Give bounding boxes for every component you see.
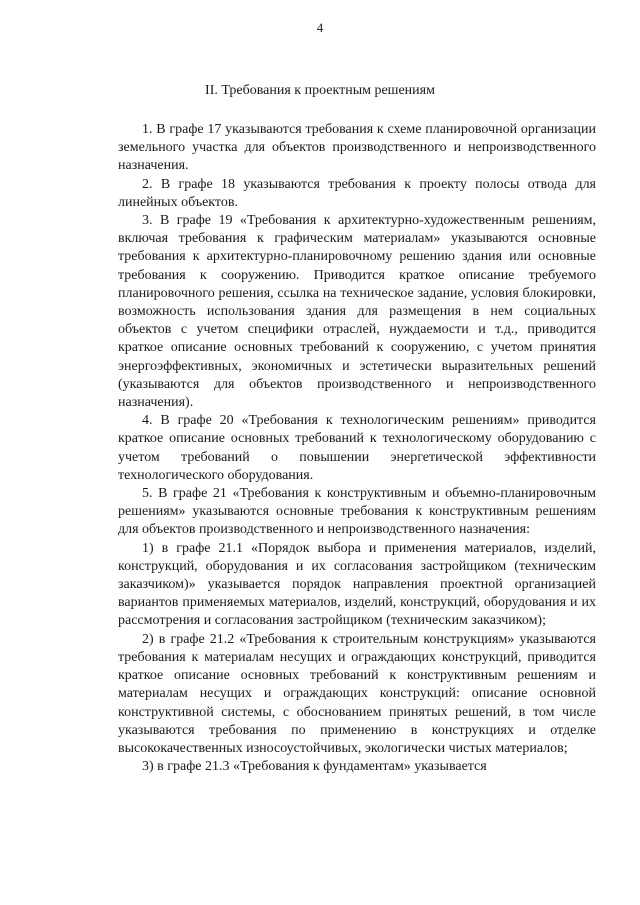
paragraph-5-1: 1) в графе 21.1 «Порядок выбора и применения материалов, изделий, конструкций, оборудования и их согласования застройщиком (техническим заказчиком)» указывается порядок направления проектной организацией вариантов применяемых материалов, изделий, конструкций, оборудования и их рассмотрения и согласования застройщиком (техническим заказчиком); bbox=[118, 540, 596, 629]
paragraph-2: 2. В графе 18 указываются требования к проекту полосы отвода для линейных объектов. bbox=[118, 176, 596, 210]
paragraph-5-2: 2) в графе 21.2 «Требования к строительным конструкциям» указываются требования к материалам несущих и ограждающих конструкций, приводится краткое описание основных требований к конструктивным решениям и материалам несущих и ограждающих конструкций: описание основной конструктивной системы, с обоснованием принятых решений, в том числе указываются требования по применению в конструкциях и отделке высококачественных износоустойчивых, экологически чистых материалов; bbox=[118, 631, 596, 756]
section-title: II. Требования к проектным решениям bbox=[205, 83, 435, 98]
paragraph-3: 3. В графе 19 «Требования к архитектурно-художественным решениям, включая требования к графическим материалам» указываются основные требования к архитектурно-планировочному решению здания или основные требования к сооружению. Приводится краткое описание требуемого планировочного решения, ссылка на техническое задание, условия блокировки, возможность использования здания для размещения в нем социальных объектов с учетом специфики отраслей, нуждаемости и т.д., приводится краткое описание основных требований к сооружению, с учетом принятия энергоэффективных, экономичных и эстетически выразительных решений (указываются для объектов производственного и непроизводственного назначения). bbox=[118, 213, 596, 411]
paragraph-5-3: 3) в графе 21.3 «Требования к фундаментам» указывается bbox=[142, 759, 487, 775]
page-number: 4 bbox=[316, 20, 324, 35]
paragraph-1: 1. В графе 17 указываются требования к схеме планировочной организации земельного участка для объектов производственного и непроизводственного назначения. bbox=[118, 122, 596, 174]
document-body bbox=[118, 121, 596, 776]
paragraph-5: 5. В графе 21 «Требования к конструктивным и объемно-планировочным решениям» указываются основные требования к конструктивным решениям для объектов производственного и непроизводственного назначения: bbox=[118, 486, 596, 538]
paragraph-4: 4. В графе 20 «Требования к технологическим решениям» приводится краткое описание основных требований к технологическому оборудованию с учетом требований о повышении энергетической эффективности технологического оборудования. bbox=[118, 413, 596, 483]
